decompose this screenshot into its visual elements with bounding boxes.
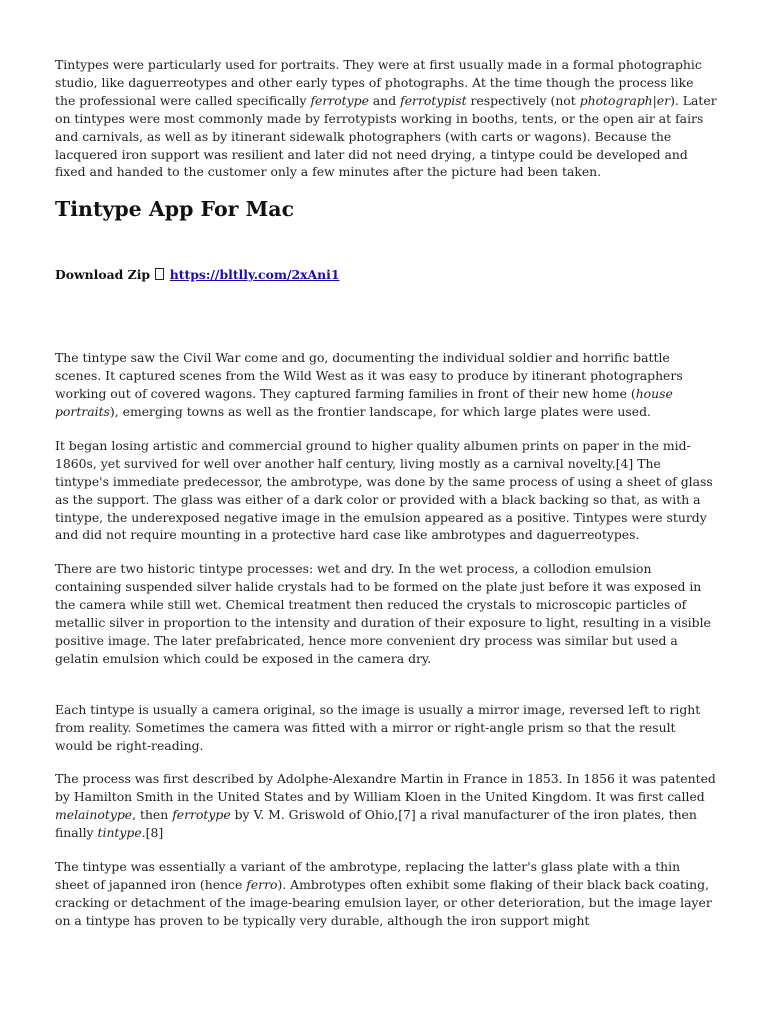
download-arrow-icon [155, 268, 164, 280]
paragraph-ambrotype-variant: The tintype was essentially a variant of the ambrotype, replacing the latter's glass plate with a thin sheet of japanned iron (hence ferro). Ambrotypes often exhibit some flaking of their black back coating, cracking or detachment of the image-bearing emulsion layer, or other deterioration, but the image layer on a tintype has proven to be typically very durable, although the iron support might [55, 859, 712, 928]
paragraph-civil-war: The tintype saw the Civil War come and go, documenting the individual soldier and horrific battle scenes. It captured scenes from the Wild West as it was easy to produce by itinerant photographers working out of covered wagons. They captured farming families in front of their new home (house portraits), emerging towns as well as the frontier landscape, for which large plates were used. [55, 350, 683, 419]
download-link[interactable]: https://bltlly.com/2xAni1 [169, 267, 340, 283]
download-line [55, 266, 717, 284]
paragraph-processes: There are two historic tintype processes: wet and dry. In the wet process, a collodion emulsion containing suspended silver halide crystals had to be formed on the plate just before it was exposed in the camera while still wet. Chemical treatment then reduced the crystals to microscopic particles of metallic silver in proportion to the intensity and duration of their exposure to light, resulting in a visible positive image. The later prefabricated, hence more convenient dry process was similar but used a gelatin emulsion which could be exposed in the camera dry. [55, 561, 711, 666]
document-page [55, 56, 717, 930]
paragraph-history: The process was first described by Adolphe-Alexandre Martin in France in 1853. In 1856 it was patented by Hamilton Smith in the United States and by William Kloen in the United Kingdom. It was first called melainotype, then ferrotype by V. M. Griswold of Ohio,[7] a rival manufacturer of the iron plates, then finally tintype.[8] [55, 771, 716, 841]
paragraph-commercial-ground: It began losing artistic and commercial ground to higher quality albumen prints on paper in the mid-1860s, yet survived for well over another half century, living mostly as a carnival novelty.[4] The tintype's immediate predecessor, the ambrotype, was done by the same process of using a sheet of glass as the support. The glass was either of a dark color or provided with a black backing so that, as with a tintype, the underexposed negative image in the emulsion appeared as a positive. Tintypes were sturdy and did not require mounting in a protective hard case like ambrotypes and daguerreotypes. [55, 437, 713, 543]
page-title: Tintype App For Mac [55, 197, 295, 222]
paragraph-mirror-image: Each tintype is usually a camera original, so the image is usually a mirror image, reversed left to right from reality. Sometimes the camera was fitted with a mirror or right-angle prism so that the result would be right-reading. [55, 701, 701, 753]
paragraph-tintype-portraits: Tintypes were particularly used for portraits. They were at first usually made in a formal photographic studio, like daguerreotypes and other early types of photographs. At the time though the process like the professional were called specifically ferrotype and ferrotypist respectively (not photograph|er). Later on tintypes were most commonly made by ferrotypists working in booths, tents, or the open air at fairs and carnivals, as well as by itinerant sidewalk photographers (with carts or wagons). Because the lacquered iron support was resilient and later did not need drying, a tintype could be developed and fixed and handed to the customer only a few minutes after the picture had been taken. [55, 57, 717, 180]
download-label: Download Zip [55, 267, 151, 283]
